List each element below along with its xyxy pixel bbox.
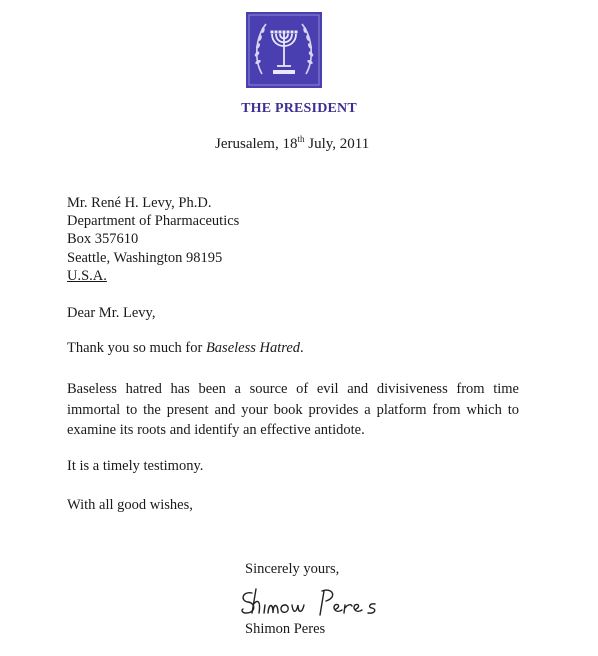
recipient-address <box>67 194 239 285</box>
body-paragraph: Baseless hatred has been a source of evil and divisiveness from time immortal to the present and your book provides a platform from which to examine its roots and identify an effective antidote. <box>67 381 519 438</box>
letterhead-title: THE PRESIDENT <box>241 101 357 116</box>
recipient-city: Seattle, Washington 98195 <box>67 249 223 266</box>
dateline-suffix: July, 2011 <box>304 136 370 152</box>
dateline <box>215 136 369 153</box>
recipient-name: Mr. René H. Levy, Ph.D. <box>67 195 212 211</box>
testimony-line: It is a timely testimony. <box>67 458 204 474</box>
thanks-paragraph <box>67 340 304 357</box>
recipient-country: U.S.A. <box>67 267 107 284</box>
recipient-box: Box 357610 <box>67 231 139 248</box>
book-title: Baseless Hatred <box>205 340 301 356</box>
thanks-suffix: . <box>300 340 304 356</box>
handwritten-signature <box>238 583 388 623</box>
signer-name: Shimon Peres <box>245 621 326 637</box>
dateline-prefix: Jerusalem, 18 <box>215 136 298 152</box>
dateline-ordinal: th <box>297 134 305 144</box>
recipient-department: Department of Pharmaceutics <box>67 213 240 230</box>
wishes-line: With all good wishes, <box>67 497 193 513</box>
menorah-emblem-icon <box>246 12 322 88</box>
thanks-prefix: Thank you so much for <box>67 340 206 356</box>
closing: Sincerely yours, <box>245 561 340 577</box>
salutation: Dear Mr. Levy, <box>67 305 156 321</box>
